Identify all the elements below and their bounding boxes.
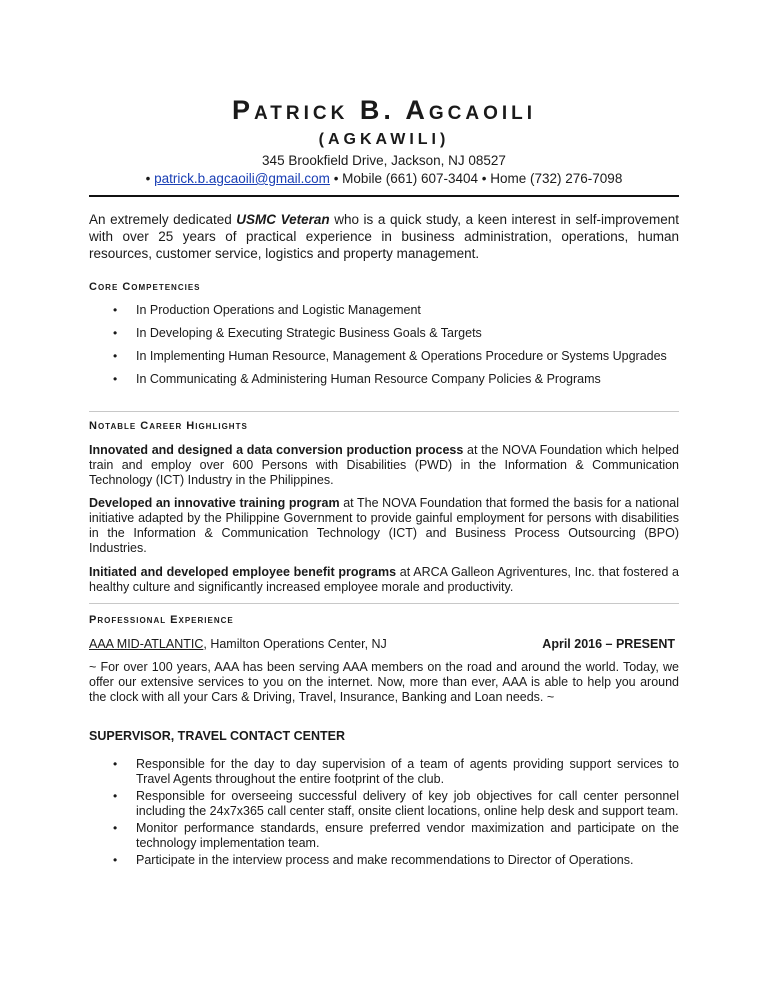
bullet-icon: • [113, 821, 118, 835]
candidate-alias: (AGKAWILI) [318, 131, 450, 148]
list-item: • In Developing & Executing Strategic Business Goals & Targets [113, 326, 482, 340]
email-link[interactable]: patrick.b.agcaoili@gmail.com [154, 171, 330, 186]
job-location: , Hamilton Operations Center, NJ [203, 637, 387, 651]
list-item: • In Communicating & Administering Human Resource Company Policies & Programs [113, 372, 601, 386]
core-competencies-title: Core Competencies [89, 281, 201, 293]
contact-line [89, 171, 679, 186]
bullet-icon: • [113, 789, 118, 803]
contact-bullet: • [145, 171, 155, 186]
professional-experience-title: Professional Experience [89, 614, 234, 626]
job-header [89, 637, 679, 651]
summary-paragraph [89, 211, 679, 262]
bullet-icon: • [113, 326, 118, 340]
job-dates: April 2016 – PRESENT [542, 637, 675, 651]
highlight-2: Developed an innovative training program at The NOVA Foundation that formed the basis for a national initiative adapted by the Philippine Government to provide gainful employment for persons with disabilities in the Information & Communication Technology (ICT) and Business Process Outsourcing (BPO) Industries. [89, 496, 679, 555]
list-item: • Participate in the interview process and make recommendations to Director of Operations. [113, 853, 634, 867]
section-divider [89, 603, 679, 604]
section-divider [89, 411, 679, 412]
list-item: • Responsible for the day to day supervision of a team of agents providing support services to Travel Agents throughout the entire footprint of the club. [113, 757, 679, 786]
bullet-icon: • [113, 303, 118, 317]
bullet-icon: • [113, 757, 118, 771]
address: 345 Brookfield Drive, Jackson, NJ 08527 [262, 153, 506, 168]
candidate-name: Patrick B. Agcaoili [231, 95, 537, 125]
highlight-1: Innovated and designed a data conversion production process at the NOVA Foundation which helped train and employ over 600 Persons with Disabilities (PWD) in the Information & Communication Technology (ICT) Industry in the Philippines. [89, 443, 679, 487]
company-name: AAA MID-ATLANTIC [89, 637, 204, 651]
summary-post: who is a quick study, a keen interest in self-improvement with over 25 years of practical experience in business administration, operations, human resources, customer service, logistics and property management. [89, 212, 679, 261]
header-divider [89, 195, 679, 197]
company-description: ~ For over 100 years, AAA has been serving AAA members on the road and around the world. Today, we offer our extensive services to you on the internet. Now, more than ever, AAA is able to help you around the clock with all your Cars & Driving, Travel, Insurance, Banking and Loan needs. ~ [89, 660, 679, 704]
phone-numbers: • Mobile (661) 607-3404 • Home (732) 276-7098 [333, 171, 623, 186]
list-item: • Responsible for overseeing successful delivery of key job objectives for call center personnel including the 24x7x365 call center staff, onsite client locations, online help desk and support team. [113, 789, 679, 818]
bullet-icon: • [113, 372, 118, 386]
job-title: SUPERVISOR, TRAVEL CONTACT CENTER [89, 729, 346, 743]
list-item: • In Production Operations and Logistic Management [113, 303, 421, 317]
career-highlights-title: Notable Career Highlights [89, 420, 248, 432]
competencies-list [89, 303, 679, 387]
list-item: • Monitor performance standards, ensure preferred vendor maximization and participate on the technology implementation team. [113, 821, 679, 850]
summary-pre: An extremely dedicated [89, 212, 237, 227]
list-item: • In Implementing Human Resource, Management & Operations Procedure or Systems Upgrades [113, 349, 667, 363]
highlight-3: Initiated and developed employee benefit programs at ARCA Galleon Agriventures, Inc. that fostered a healthy culture and significantly increased employee morale and productivity. [89, 565, 679, 594]
bullet-icon: • [113, 349, 118, 363]
summary-emphasis: USMC Veteran [236, 212, 330, 227]
responsibilities-list [89, 757, 679, 870]
bullet-icon: • [113, 853, 118, 867]
